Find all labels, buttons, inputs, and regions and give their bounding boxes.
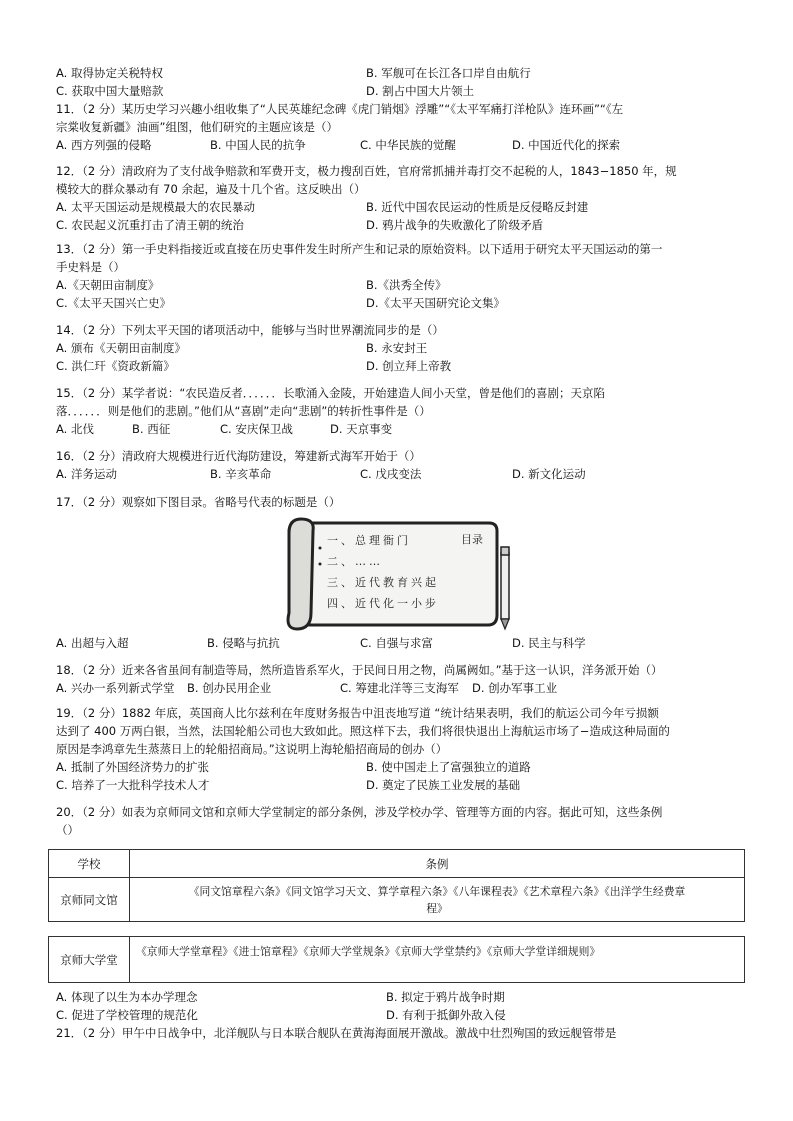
question-19-stem-cont: 达到了 400 万两白银，当然，法国轮船公司也大致如此。照这样下去，我们将很快退出上海航运市场了−造成这种局面的 [56, 724, 670, 738]
q16-option-d: D. 新文化运动 [512, 467, 586, 481]
q20-option-d: D. 有利于抵御外敌入侵 [386, 1008, 506, 1022]
question-13-stem-cont: 手史料是（） [56, 260, 125, 274]
q20-option-a: A. 体现了以生为本办学理念 [56, 990, 198, 1004]
q16-option-a: A. 洋务运动 [56, 467, 117, 481]
q13-option-c: C.《太平天国兴亡史》 [56, 296, 172, 310]
table-row-rules-cont: 程》 [426, 901, 448, 915]
q17-option-d: D. 民主与科学 [512, 636, 586, 650]
question-11-stem-cont: 宗棠收复新疆》油画”组图，他们研究的主题应该是（） [56, 120, 338, 134]
q12-option-a: A. 太平天国运动是规模最大的农民暴动 [56, 200, 255, 214]
q15-option-c: C. 安庆保卫战 [220, 422, 293, 436]
q19-option-d: D. 奠定了民族工业发展的基础 [366, 778, 521, 792]
q14-option-c: C. 洪仁玕《资政新篇》 [56, 359, 175, 373]
q15-option-a: A. 北伐 [56, 422, 94, 436]
question-14-stem: 14．（2 分）下列太平天国的诸项活动中，能够与当时世界潮流同步的是（） [56, 323, 444, 337]
q14-option-b: B. 永安封王 [366, 341, 428, 355]
q15-option-b: B. 西征 [132, 422, 171, 436]
question-19-stem-cont2: 原因是李鸿章先生蒸蒸日上的轮船招商局。”这说明上海轮船招商局的创办（） [56, 742, 448, 756]
q12-option-d: D. 鸦片战争的失败激化了阶级矛盾 [366, 218, 544, 232]
question-19-stem: 19．（2 分）1882 年底，英国商人比尔兹利在年度财务报告中沮丧地写道 “统计结果表明，我们的航运公司今年亏损额 [56, 706, 659, 720]
q18-option-b: B. 创办民用企业 [187, 681, 272, 695]
q18-option-d: D. 创办军事工业 [472, 681, 558, 695]
scroll-line-3: 三、近代教育兴起 [327, 576, 439, 589]
option-d: D. 割占中国大片领土 [366, 84, 475, 98]
q13-option-d: D.《太平天国研究论文集》 [366, 296, 506, 310]
question-18-stem: 18．（2 分）近来各省虽间有制造等局，然所造皆系军火，于民间日用之物，尚属阙如。”基于这一认识，洋务派开始（） [56, 663, 663, 677]
table-row-rules: 《同文馆章程六条》《同文馆学习天文、算学章程六条》《八年课程表》《艺术章程六条》《出洋学生经费章 [188, 884, 686, 898]
q17-option-a: A. 出超与入超 [56, 636, 129, 650]
q12-option-c: C. 农民起义沉重打击了清王朝的统治 [56, 218, 244, 232]
q16-option-c: C. 戊戌变法 [360, 467, 422, 481]
q18-option-c: C. 筹建北洋等三支海军 [340, 681, 459, 695]
q19-option-b: B. 使中国走上了富强独立的道路 [366, 760, 531, 774]
q11-option-d: D. 中国近代化的探索 [512, 138, 621, 152]
rules-table-2 [48, 936, 745, 983]
q14-option-d: D. 创立拜上帝教 [366, 359, 452, 373]
question-15-stem: 15．（2 分）某学者说：“农民造反者．．．．．．长歌涌入金陵，开始建造人间小天堂，曾是他们的喜剧；天京陷 [56, 386, 606, 400]
scroll-line-2: 二、…… [327, 555, 383, 568]
question-20-stem: 20．（2 分）如表为京师同文馆和京师大学堂制定的部分条例，涉及学校办学、管理等方面的内容。据此可知，这些条例 [56, 805, 663, 819]
catalog-scroll-image [283, 513, 515, 636]
question-12-stem: 12．（2 分）清政府为了支付战争赔款和军费开支，极力搜刮百姓，官府常抓捕并毒打交不起税的人，1843−1850 年，规 [56, 164, 677, 178]
question-16-stem: 16．（2 分）清政府大规模进行近代海防建设，筹建新式海军开始于（） [56, 449, 421, 463]
question-17-stem: 17．（2 分）观察如下图目录。省略号代表的标题是（） [56, 495, 341, 509]
rules-table-1 [48, 849, 745, 922]
q13-option-b: B.《洪秀全传》 [366, 278, 447, 292]
question-12-stem-cont: 模较大的群众暴动有 70 余起，遍及十几个省。这反映出（） [56, 182, 366, 196]
q16-option-b: B. 辛亥革命 [210, 467, 272, 481]
question-20-stem-cont: （） [56, 823, 79, 837]
q20-option-b: B. 拟定于鸦片战争时期 [386, 990, 505, 1004]
q12-option-b: B. 近代中国农民运动的性质是反侵略反封建 [366, 200, 589, 214]
table-header-rules: 条例 [130, 850, 745, 878]
q20-option-c: C. 促进了学校管理的规范化 [56, 1008, 198, 1022]
option-c: C. 获取中国大量赔款 [56, 84, 164, 98]
option-a: A. 取得协定关税特权 [56, 66, 163, 80]
table-row-school: 京师同文馆 [49, 878, 130, 922]
q14-option-a: A. 颁布《天朝田亩制度》 [56, 341, 186, 355]
option-b: B. 军舰可在长江各口岸自由航行 [366, 66, 531, 80]
question-21-stem: 21．（2 分）甲午中日战争中，北洋舰队与日本联合舰队在黄海海面展开激战。激战中壮烈殉国的致远舰管带是 [56, 1026, 617, 1040]
q13-option-a: A.《天朝田亩制度》 [56, 278, 160, 292]
question-13-stem: 13．（2 分）第一手史料指接近或直接在历史事件发生时所产生和记录的原始资料。以下适用于研究太平天国运动的第一 [56, 242, 663, 256]
table-row-rules: 《京师大学堂章程》《进士馆章程》《京师大学堂规条》《京师大学堂禁约》《京师大学堂详细规则》 [130, 937, 745, 983]
q19-option-c: C. 培养了一大批科学技术人才 [56, 778, 210, 792]
q15-option-d: D. 天京事变 [330, 422, 393, 436]
question-11-stem: 11．（2 分）某历史学习兴趣小组收集了“人民英雄纪念碑《虎门销烟》浮雕”“《太平军痛打洋枪队》连环画”“《左 [56, 102, 624, 116]
q11-option-a: A. 西方列强的侵略 [56, 138, 152, 152]
scroll-line-1: 一、总理衙门 [327, 534, 411, 547]
q11-option-c: C. 中华民族的觉醒 [360, 138, 456, 152]
q18-option-a: A. 兴办一系列新式学堂 [56, 681, 175, 695]
question-15-stem-cont: 落．．．．．．则是他们的悲剧。”他们从“喜剧”走向“悲剧”的转折性事件是（） [56, 404, 431, 418]
table-row-school: 京师大学堂 [49, 937, 130, 983]
q17-option-b: B. 侵略与抗抗 [207, 636, 280, 650]
table-header-school: 学校 [49, 850, 130, 878]
scroll-line-4: 四、近代化一小步 [327, 597, 439, 610]
q19-option-a: A. 抵制了外国经济势力的扩张 [56, 760, 209, 774]
scroll-heading: 目录 [461, 533, 483, 546]
q17-option-c: C. 自强与求富 [360, 636, 433, 650]
q11-option-b: B. 中国人民的抗争 [210, 138, 306, 152]
